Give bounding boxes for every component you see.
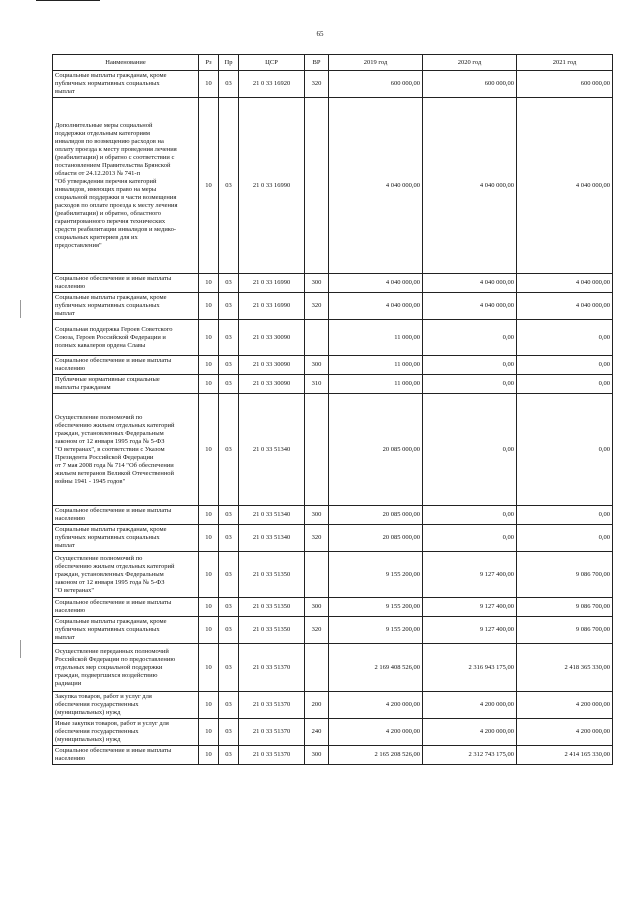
cell-csr (239, 552, 305, 598)
cell-2020 (423, 617, 517, 644)
cell-name-text: Публичные нормативные социальные выплаты гражданам (55, 376, 160, 391)
cell-csr-text: 21 0 33 16990 (252, 302, 291, 309)
cell-2021 (517, 552, 613, 598)
cell-name (53, 293, 199, 320)
cell-name-text: Социальные выплаты гражданам, кроме публичных нормативных социальных выплат (55, 72, 167, 95)
header-name: Наименование (53, 55, 199, 71)
cell-2019 (329, 274, 423, 293)
cell-rz (199, 320, 219, 356)
cell-pr (219, 356, 239, 375)
cell-2020 (423, 98, 517, 274)
header-vr: ВР (305, 55, 329, 71)
cell-2021-text: 0,00 (598, 445, 610, 453)
cell-rz (199, 598, 219, 617)
cell-2019-text: 4 040 000,00 (385, 181, 420, 189)
cell-2021 (517, 98, 613, 274)
cell-2021 (517, 293, 613, 320)
cell-2020 (423, 356, 517, 375)
cell-rz (199, 394, 219, 506)
cell-vr (305, 394, 329, 506)
cell-csr-text: 21 0 33 51370 (252, 663, 291, 671)
cell-2021 (517, 598, 613, 617)
header-2021: 2021 год (517, 55, 613, 71)
cell-pr (219, 692, 239, 719)
cell-2021-text: 4 200 000,00 (575, 728, 610, 735)
cell-name (53, 506, 199, 525)
cell-name-text: Социальное обеспечение и иные выплаты населению (55, 275, 172, 290)
cell-2021-text: 0,00 (598, 380, 610, 387)
cell-vr-text: 300 (311, 751, 322, 758)
cell-2020-text: 0,00 (502, 445, 514, 453)
cell-csr (239, 293, 305, 320)
cell-2021 (517, 356, 613, 375)
cell-vr (305, 552, 329, 598)
cell-rz-text: 10 (205, 511, 212, 518)
cell-pr-text: 03 (225, 80, 232, 87)
cell-2020-text: 2 312 743 175,00 (468, 751, 514, 758)
cell-rz-text: 10 (205, 728, 212, 735)
cell-2019-text: 11 000,00 (394, 380, 420, 387)
cell-2020 (423, 293, 517, 320)
cell-csr (239, 98, 305, 274)
table-row (53, 598, 613, 617)
cell-2020-text: 4 200 000,00 (479, 728, 514, 735)
budget-table (52, 54, 613, 765)
cell-2021-text: 600 000,00 (580, 80, 610, 87)
cell-csr-text: 21 0 33 51340 (252, 534, 291, 541)
cell-2020 (423, 598, 517, 617)
cell-rz (199, 293, 219, 320)
cell-2021 (517, 274, 613, 293)
cell-vr (305, 506, 329, 525)
cell-2019 (329, 617, 423, 644)
cell-pr (219, 71, 239, 98)
cell-csr (239, 692, 305, 719)
cell-name-text: Иные закупки товаров, работ и услуг для обеспечения государственных (муниципальных) нужд (55, 720, 169, 743)
cell-pr (219, 598, 239, 617)
cell-2021-text: 4 040 000,00 (575, 181, 610, 189)
cell-vr-text: 300 (311, 279, 322, 286)
cell-name (53, 320, 199, 356)
table-row (53, 552, 613, 598)
cell-vr (305, 617, 329, 644)
cell-pr (219, 394, 239, 506)
scan-top-line (36, 0, 100, 1)
table-row (53, 274, 613, 293)
cell-2021-text: 0,00 (598, 333, 610, 341)
cell-rz (199, 71, 219, 98)
cell-2021-text: 9 086 700,00 (575, 603, 610, 610)
margin-mark (20, 300, 21, 318)
cell-pr-text: 03 (225, 302, 232, 309)
cell-rz (199, 552, 219, 598)
cell-rz-text: 10 (205, 302, 212, 309)
cell-2019 (329, 644, 423, 692)
cell-2021-text: 0,00 (598, 511, 610, 518)
cell-pr-text: 03 (225, 626, 232, 633)
cell-vr-text: 320 (311, 626, 322, 633)
cell-2020-text: 2 316 943 175,00 (468, 663, 514, 671)
cell-name (53, 598, 199, 617)
cell-2020 (423, 320, 517, 356)
cell-2019-text: 9 155 200,00 (385, 603, 420, 610)
cell-2020 (423, 375, 517, 394)
cell-2019 (329, 598, 423, 617)
table-row (53, 375, 613, 394)
cell-name-text: Социальные выплаты гражданам, кроме публичных нормативных социальных выплат (55, 618, 167, 641)
header-2020: 2020 год (423, 55, 517, 71)
cell-vr (305, 598, 329, 617)
cell-rz (199, 506, 219, 525)
cell-name-text: Социальное обеспечение и иные выплаты населению (55, 507, 172, 522)
cell-rz (199, 98, 219, 274)
cell-csr-text: 21 0 33 51350 (252, 603, 291, 610)
header-2019: 2019 год (329, 55, 423, 71)
cell-2020-text: 0,00 (502, 333, 514, 341)
cell-pr (219, 552, 239, 598)
cell-name-text: Социальное обеспечение и иные выплаты населению (55, 747, 172, 762)
page-number: 65 (316, 30, 324, 38)
cell-rz (199, 617, 219, 644)
table-row (53, 525, 613, 552)
cell-name (53, 617, 199, 644)
cell-name (53, 274, 199, 293)
cell-name (53, 375, 199, 394)
cell-2020-text: 4 040 000,00 (479, 302, 514, 309)
cell-vr (305, 293, 329, 320)
cell-csr (239, 525, 305, 552)
cell-rz (199, 692, 219, 719)
cell-rz-text: 10 (205, 80, 212, 87)
cell-pr (219, 320, 239, 356)
cell-2019 (329, 746, 423, 765)
cell-2020-text: 0,00 (502, 534, 514, 541)
cell-2021-text: 2 418 365 330,00 (564, 663, 610, 671)
table-row (53, 692, 613, 719)
cell-2020-text: 9 127 400,00 (479, 570, 514, 578)
cell-2021-text: 0,00 (598, 361, 610, 368)
cell-csr (239, 394, 305, 506)
table-row (53, 320, 613, 356)
cell-2019 (329, 719, 423, 746)
cell-name-text: Осуществление переданных полномочий Российской Федерации по предоставлению отдельных мер социальной поддержки граждан, подвергшихся воздействию радиации (55, 647, 176, 687)
cell-2019-text: 20 085 000,00 (382, 534, 420, 541)
cell-2021 (517, 375, 613, 394)
cell-rz (199, 375, 219, 394)
cell-2019-text: 4 040 000,00 (385, 279, 420, 286)
cell-pr (219, 617, 239, 644)
cell-csr (239, 598, 305, 617)
cell-vr (305, 98, 329, 274)
cell-vr (305, 375, 329, 394)
cell-name (53, 71, 199, 98)
cell-2020 (423, 274, 517, 293)
cell-2019 (329, 506, 423, 525)
cell-csr (239, 644, 305, 692)
cell-csr (239, 375, 305, 394)
cell-2021 (517, 617, 613, 644)
cell-2019 (329, 293, 423, 320)
cell-2019 (329, 525, 423, 552)
table-row (53, 71, 613, 98)
cell-csr (239, 617, 305, 644)
cell-csr-text: 21 0 33 51370 (252, 701, 291, 708)
cell-rz-text: 10 (205, 663, 212, 671)
cell-name-text: Осуществление полномочий по обеспечению жильем отдельных категорий граждан, установленных Федеральным законом от 12 января 1995 года № 5-ФЗ "О ветеранах" (55, 554, 175, 594)
cell-csr-text: 21 0 33 16990 (252, 279, 291, 286)
cell-pr-text: 03 (225, 361, 232, 368)
margin-mark (20, 640, 21, 658)
table-row (53, 394, 613, 506)
cell-csr-text: 21 0 33 16920 (252, 80, 291, 87)
cell-rz-text: 10 (205, 380, 212, 387)
cell-pr-text: 03 (225, 333, 232, 341)
cell-rz (199, 525, 219, 552)
cell-pr (219, 644, 239, 692)
cell-2020-text: 0,00 (502, 380, 514, 387)
cell-rz-text: 10 (205, 626, 212, 633)
cell-2020-text: 4 040 000,00 (479, 279, 514, 286)
cell-rz-text: 10 (205, 751, 212, 758)
cell-2019-text: 20 085 000,00 (382, 511, 420, 518)
cell-name-text: Социальное обеспечение и иные выплаты населению (55, 599, 172, 614)
cell-2021 (517, 394, 613, 506)
cell-name (53, 552, 199, 598)
cell-pr-text: 03 (225, 701, 232, 708)
cell-pr (219, 274, 239, 293)
cell-csr (239, 746, 305, 765)
cell-csr-text: 21 0 33 51340 (252, 445, 291, 453)
cell-csr-text: 21 0 33 51370 (252, 728, 291, 735)
cell-2019-text: 9 155 200,00 (385, 570, 420, 578)
cell-2021-text: 4 200 000,00 (575, 701, 610, 708)
cell-csr-text: 21 0 33 51350 (252, 626, 291, 633)
cell-pr-text: 03 (225, 751, 232, 758)
cell-rz (199, 274, 219, 293)
cell-rz-text: 10 (205, 333, 212, 341)
cell-2021 (517, 525, 613, 552)
cell-name (53, 719, 199, 746)
cell-name (53, 644, 199, 692)
cell-2019 (329, 394, 423, 506)
cell-pr-text: 03 (225, 445, 232, 453)
cell-csr-text: 21 0 33 51340 (252, 511, 291, 518)
cell-vr (305, 719, 329, 746)
cell-name-text: Социальные выплаты гражданам, кроме публичных нормативных социальных выплат (55, 526, 167, 549)
cell-name-text: Дополнительные меры социальной поддержки отдельным категориям инвалидов по возмещению расходов на оплату проезда к месту проведения лечения (реабилитации) и обратно с соответствии с постановлением Правительства Брянской области от 24.12.2013 № 741-п "Об утверждении перечня категорий инвалидов, имеющих право на меры социальной поддержки в части возмещения расходов по оплате проезда к месту лечения (реабилитации) и обратно, областного гарантированного перечня технических средств реабилитации инвалидов и медико- социальных критериев для их предоставления" (55, 121, 178, 249)
cell-2019 (329, 320, 423, 356)
cell-name (53, 394, 199, 506)
cell-2019 (329, 375, 423, 394)
cell-vr (305, 71, 329, 98)
cell-vr (305, 644, 329, 692)
cell-vr-text: 300 (311, 361, 322, 368)
cell-2020-text: 4 040 000,00 (479, 181, 514, 189)
cell-2021-text: 4 040 000,00 (575, 302, 610, 309)
cell-vr (305, 356, 329, 375)
cell-name-text: Социальное обеспечение и иные выплаты населению (55, 357, 172, 372)
cell-2019-text: 2 165 208 526,00 (374, 751, 420, 758)
cell-2019-text: 11 000,00 (394, 333, 420, 341)
cell-csr-text: 21 0 33 30090 (252, 361, 291, 368)
header-row (53, 55, 613, 71)
cell-2020-text: 4 200 000,00 (479, 701, 514, 708)
cell-2021 (517, 320, 613, 356)
cell-rz-text: 10 (205, 181, 212, 189)
cell-csr (239, 320, 305, 356)
cell-2021 (517, 644, 613, 692)
cell-csr-text: 21 0 33 51370 (252, 751, 291, 758)
cell-name-text: Закупка товаров, работ и услуг для обеспечения государственных (муниципальных) нужд (55, 693, 152, 716)
table-row (53, 617, 613, 644)
cell-2019-text: 2 169 408 526,00 (374, 663, 420, 671)
cell-pr-text: 03 (225, 728, 232, 735)
cell-pr (219, 746, 239, 765)
cell-csr (239, 274, 305, 293)
cell-rz-text: 10 (205, 445, 212, 453)
cell-pr-text: 03 (225, 511, 232, 518)
cell-name (53, 692, 199, 719)
cell-vr (305, 525, 329, 552)
cell-vr-text: 240 (311, 728, 322, 735)
cell-name-text: Социальная поддержка Героев Советского Союза, Героев Российской Федерации и полных кавалеров ордена Славы (55, 325, 173, 349)
cell-csr-text: 21 0 33 51350 (252, 570, 291, 578)
cell-2020-text: 9 127 400,00 (479, 626, 514, 633)
cell-2021-text: 9 086 700,00 (575, 570, 610, 578)
cell-name-text: Осуществление полномочий по обеспечению жильем отдельных категорий граждан, установленных Федеральным законом от 12 января 1995 года № 5-ФЗ "О ветеранах", в соответствии с Указом Президента Российской Федерации от 7 мая 2008 года № 714 "Об обеспечении жильем ветеранов Великой Отечественной войны 1941 - 1945 годов" (55, 413, 175, 485)
cell-pr (219, 525, 239, 552)
cell-vr (305, 320, 329, 356)
cell-2019 (329, 98, 423, 274)
cell-2021-text: 9 086 700,00 (575, 626, 610, 633)
cell-vr-text: 300 (311, 511, 322, 518)
cell-rz-text: 10 (205, 534, 212, 541)
cell-pr (219, 98, 239, 274)
cell-2021-text: 0,00 (598, 534, 610, 541)
cell-csr (239, 71, 305, 98)
cell-vr (305, 746, 329, 765)
cell-2020 (423, 525, 517, 552)
cell-vr-text: 300 (311, 603, 322, 610)
cell-pr (219, 506, 239, 525)
cell-pr-text: 03 (225, 603, 232, 610)
header-csr: ЦСР (239, 55, 305, 71)
cell-pr-text: 03 (225, 663, 232, 671)
cell-2019-text: 4 200 000,00 (385, 728, 420, 735)
cell-2021-text: 4 040 000,00 (575, 279, 610, 286)
cell-csr-text: 21 0 33 16990 (252, 181, 291, 189)
header-pr: Пр (219, 55, 239, 71)
cell-2021 (517, 719, 613, 746)
cell-csr-text: 21 0 33 30090 (252, 333, 291, 341)
table-row (53, 356, 613, 375)
cell-2019-text: 11 000,00 (394, 361, 420, 368)
table-row (53, 644, 613, 692)
cell-name (53, 525, 199, 552)
cell-2020 (423, 746, 517, 765)
cell-csr (239, 356, 305, 375)
cell-pr-text: 03 (225, 380, 232, 387)
cell-pr-text: 03 (225, 570, 232, 578)
cell-2019 (329, 71, 423, 98)
cell-2020-text: 9 127 400,00 (479, 603, 514, 610)
cell-2020 (423, 394, 517, 506)
cell-2019 (329, 692, 423, 719)
cell-rz-text: 10 (205, 570, 212, 578)
cell-2021 (517, 71, 613, 98)
cell-pr-text: 03 (225, 279, 232, 286)
cell-vr-text: 320 (311, 80, 322, 87)
cell-rz (199, 644, 219, 692)
cell-rz-text: 10 (205, 361, 212, 368)
cell-2019 (329, 356, 423, 375)
cell-pr (219, 719, 239, 746)
cell-2020 (423, 506, 517, 525)
cell-2020 (423, 552, 517, 598)
cell-rz-text: 10 (205, 603, 212, 610)
cell-2019-text: 4 200 000,00 (385, 701, 420, 708)
cell-vr-text: 320 (311, 534, 322, 541)
cell-2019 (329, 552, 423, 598)
cell-csr (239, 506, 305, 525)
cell-vr-text: 320 (311, 302, 322, 309)
cell-rz-text: 10 (205, 701, 212, 708)
cell-2019-text: 4 040 000,00 (385, 302, 420, 309)
cell-csr-text: 21 0 33 30090 (252, 380, 291, 387)
cell-name-text: Социальные выплаты гражданам, кроме публичных нормативных социальных выплат (55, 294, 167, 317)
table-row (53, 293, 613, 320)
cell-rz (199, 746, 219, 765)
cell-2019-text: 9 155 200,00 (385, 626, 420, 633)
cell-pr-text: 03 (225, 534, 232, 541)
header-rz: Рз (199, 55, 219, 71)
cell-2021 (517, 746, 613, 765)
cell-2020-text: 0,00 (502, 511, 514, 518)
cell-2021 (517, 506, 613, 525)
cell-pr (219, 293, 239, 320)
cell-vr-text: 310 (311, 380, 322, 387)
cell-2020 (423, 719, 517, 746)
cell-pr-text: 03 (225, 181, 232, 189)
cell-2020 (423, 692, 517, 719)
cell-vr-text: 200 (311, 701, 322, 708)
cell-vr (305, 692, 329, 719)
cell-rz (199, 356, 219, 375)
cell-2021-text: 2 414 165 330,00 (564, 751, 610, 758)
cell-2019-text: 600 000,00 (390, 80, 420, 87)
cell-name (53, 356, 199, 375)
cell-2020 (423, 71, 517, 98)
table-row (53, 746, 613, 765)
cell-rz (199, 719, 219, 746)
table-row (53, 719, 613, 746)
cell-2020-text: 0,00 (502, 361, 514, 368)
cell-name (53, 98, 199, 274)
cell-rz-text: 10 (205, 279, 212, 286)
cell-csr (239, 719, 305, 746)
cell-vr (305, 274, 329, 293)
table-row (53, 506, 613, 525)
cell-pr (219, 375, 239, 394)
cell-2021 (517, 692, 613, 719)
cell-name (53, 746, 199, 765)
cell-2019-text: 20 085 000,00 (382, 445, 420, 453)
cell-2020 (423, 644, 517, 692)
cell-2020-text: 600 000,00 (484, 80, 514, 87)
table-row (53, 98, 613, 274)
